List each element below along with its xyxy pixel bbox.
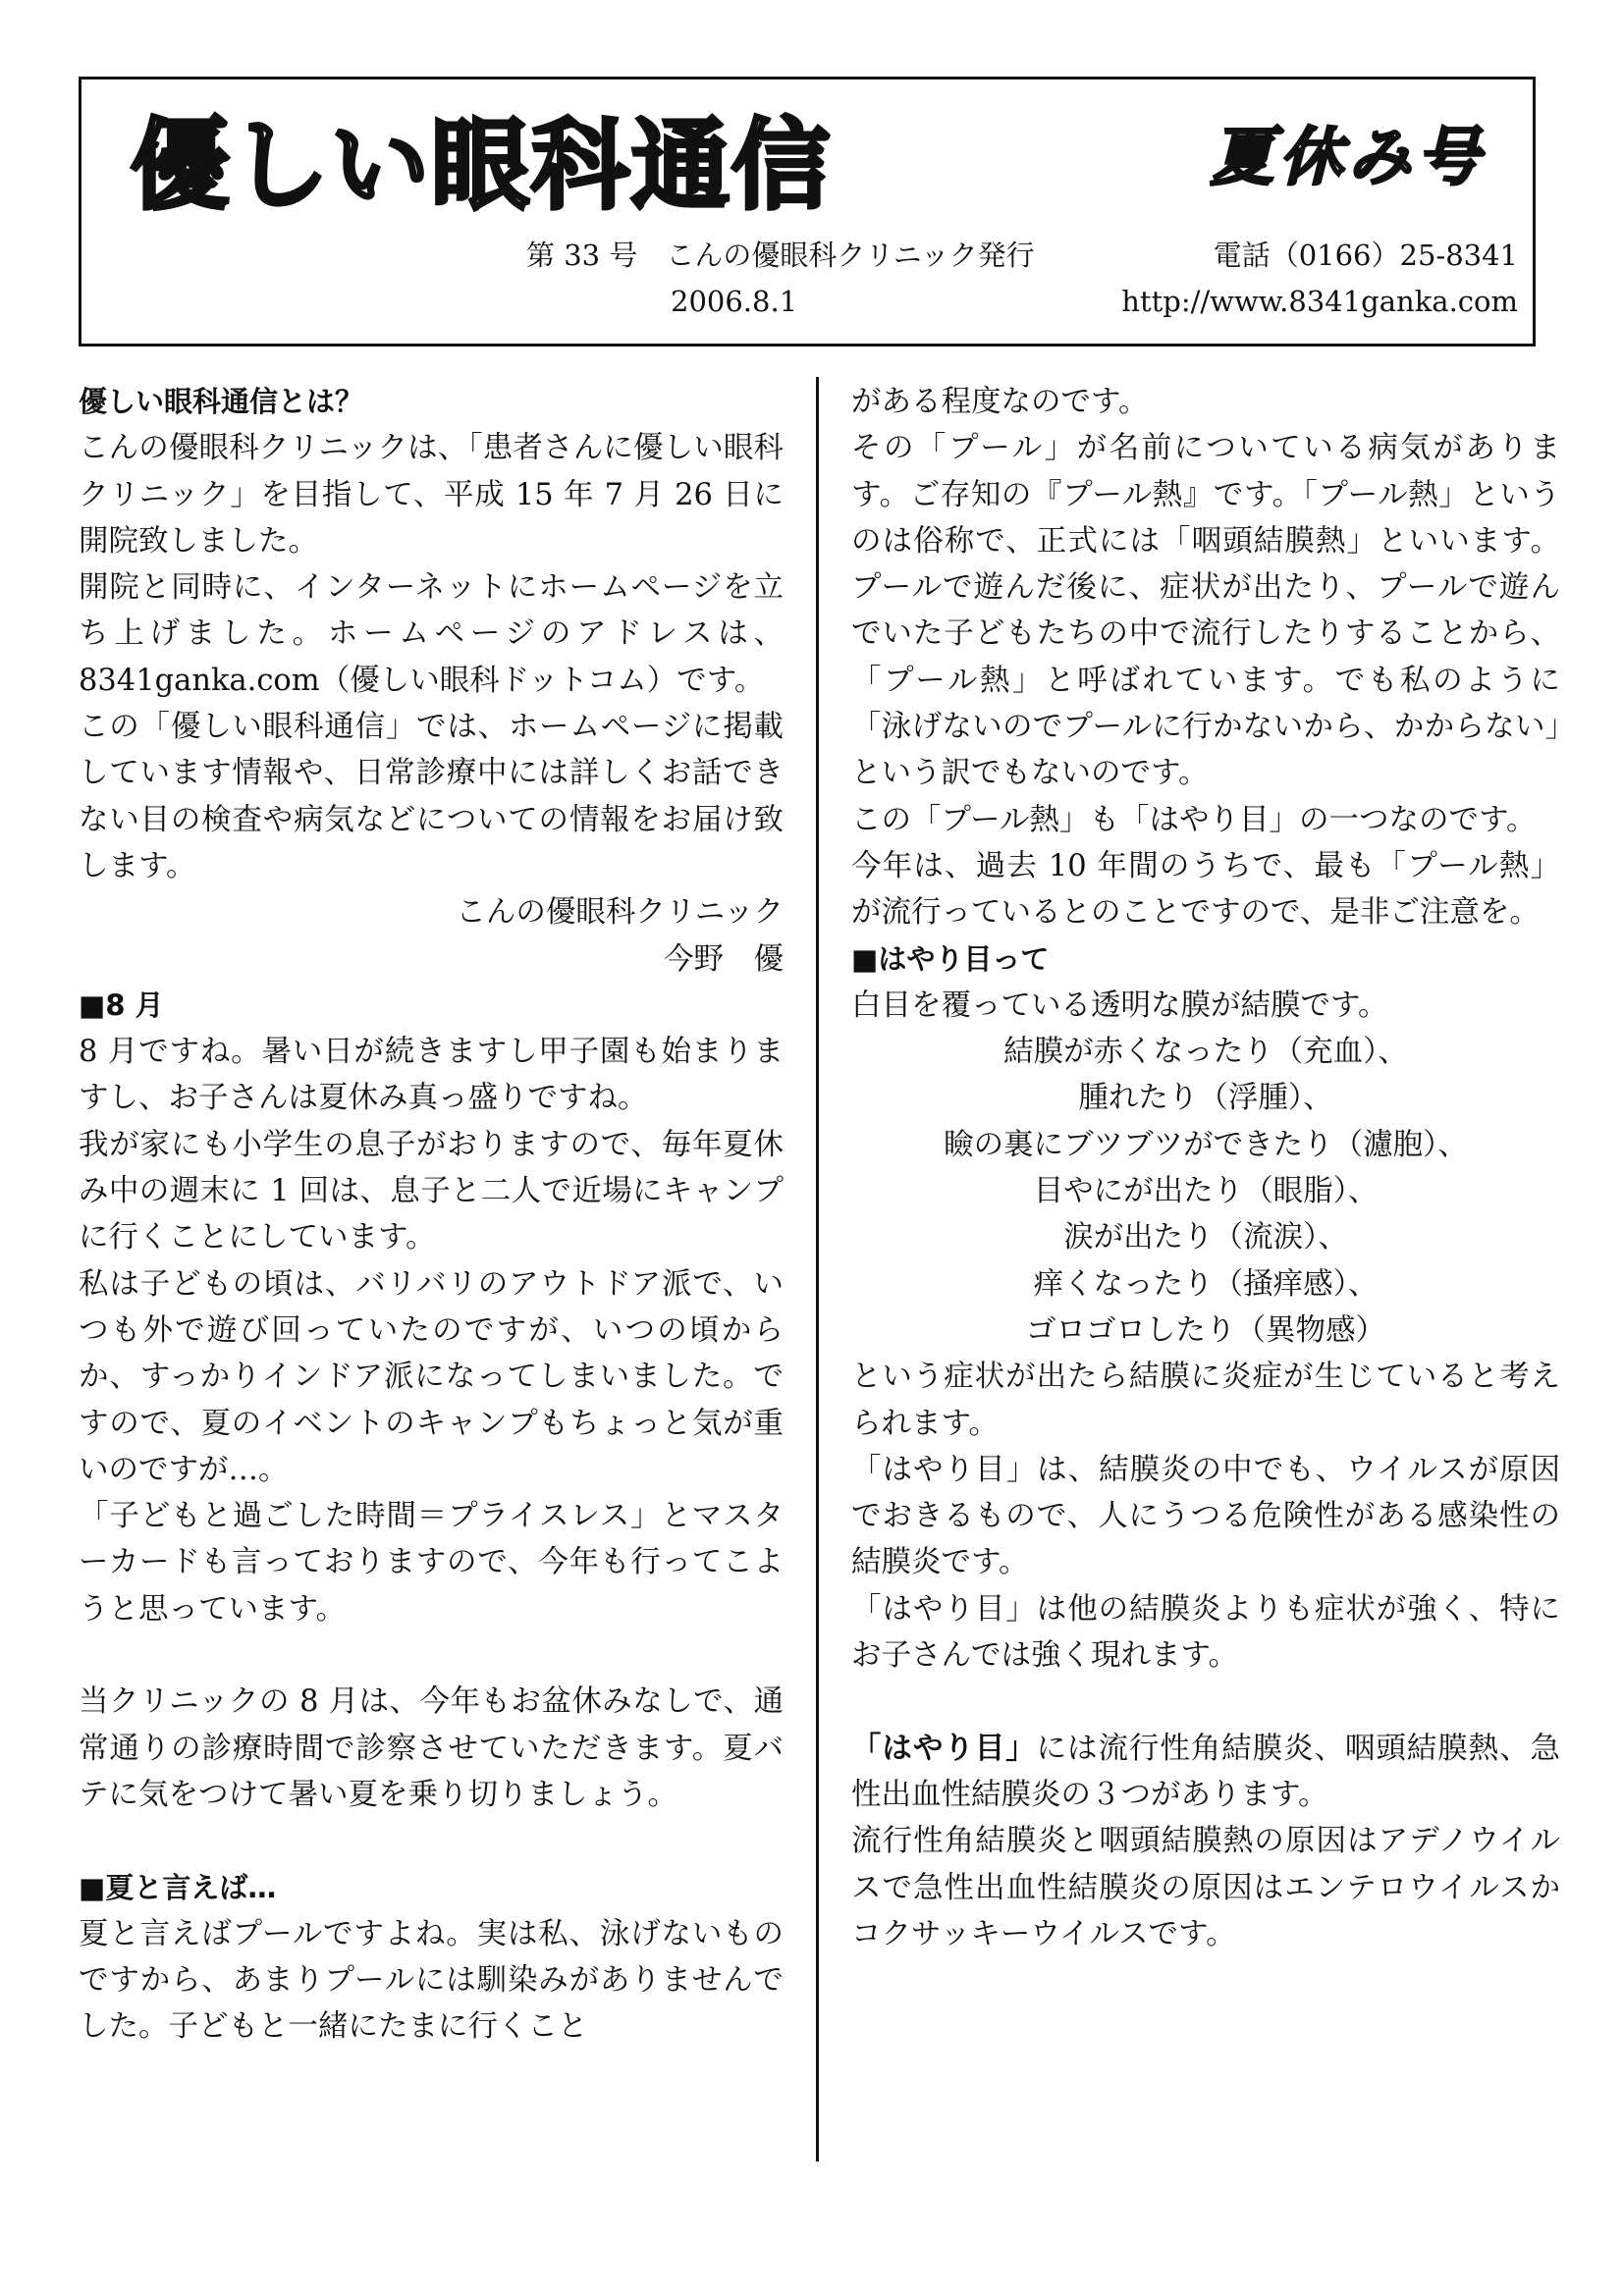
summer-heading: ■夏と言えば… (79, 1870, 277, 1904)
types-paragraph: 流行性角結膜炎と咽頭結膜熱の原因はアデノウイルスで急性出血性結膜炎の原因はエンテロウイルスかコクサッキーウイルスです。 (851, 1824, 1560, 1951)
intro-heading: 優しい眼科通信とは？ (79, 385, 364, 418)
hayari-paragraph: 「はやり目」は他の結膜炎よりも症状が強く、特にお子さんでは強く現れます。 (851, 1591, 1560, 1674)
august-paragraph: 当クリニックの 8 月は、今年もお盆休みなしで、通常通りの診療時間で診察させていただきます。夏バテに気をつけて暑い夏を乗り切りましょう。 (79, 1684, 784, 1812)
pool-fever-paragraph: その「プール」が名前についている病気があります。ご存知の『プール熱』です。「プール熱」というのは俗称で、正式には「咽頭結膜熱」といいます。プールで遊んだ後に、症状が出たり、プールで遊んでいた子どもたちの中で流行したりすることから、「プール熱」と呼ばれています。でも私のように「泳げないのでプールに行かないから、かからない」という訳でもないのです。 (851, 431, 1560, 791)
august-heading: ■8 月 (79, 988, 164, 1022)
spacer (851, 1679, 1560, 1725)
symptom-item: 結膜が赤くなったり（充血）、 (1003, 1035, 1408, 1070)
spacer (79, 1818, 784, 1864)
issue-name: 夏休み号 (1211, 122, 1486, 194)
intro-paragraph: こんの優眼科クリニックは、「患者さんに優しい眼科クリニック」を目指して、平成 15 年 7 月 26 日に開院致しました。 (79, 431, 784, 559)
august-paragraph: 「子どもと過ごした時間＝プライスレス」とマスターカードも言っておりますので、今年も行ってこようと思っています。 (79, 1499, 784, 1627)
left-column (79, 379, 784, 2051)
august-paragraph: 8 月ですね。暑い日が続きますし甲子園も始まりますし、お子さんは夏休み真っ盛りですね。 (79, 1035, 784, 1116)
intro-paragraph: 開院と同時に、インターネットにホームページを立ち上げました。ホームページのアドレスは、8341ganka.com（優しい眼科ドットコム）です。 (79, 570, 784, 698)
issue-info: 第 33 号 こんの優眼科クリニック発行 (526, 239, 1035, 272)
pool-fever-paragraph: この「プール熱」も「はやり目」の一つなのです。 (851, 802, 1537, 837)
types-paragraph (851, 1726, 1560, 1819)
pool-fever-paragraph: 今年は、過去 10 年間のうちで、最も「プール熱」が流行っているとのことですので、是非ご注意を。 (851, 848, 1560, 931)
continued-paragraph: がある程度なのです。 (851, 385, 1149, 419)
symptom-item: 目やにが出たり（眼脂）、 (1033, 1174, 1379, 1209)
symptom-item: ゴロゴロしたり（異物感） (1026, 1312, 1385, 1348)
spacer (79, 1632, 784, 1679)
symptom-item: 涙が出たり（流涙）、 (1063, 1220, 1348, 1255)
hayari-paragraph: 白目を覆っている透明な膜が結膜です。 (851, 988, 1388, 1023)
hayari-paragraph: という症状が出たら結膜に炎症が生じていると考えられます。 (851, 1360, 1560, 1441)
intro-paragraph: この「優しい眼科通信」では、ホームページに掲載しています情報や、日常診療中には詳しくお話できない目の検査や病気などについての情報をお届け致します。 (79, 710, 784, 883)
august-paragraph: 私は子どもの頃は、バリバリのアウトドア派で、いつも外で遊び回っていたのですが、いつの頃からか、すっかりインドア派になってしまいました。ですので、夏のイベントのキャンプもちょっと気が重いのですが…。 (79, 1266, 784, 1487)
signature-name: 今野 優 (664, 941, 784, 977)
right-column (851, 379, 1560, 1957)
website-url: http://www.8341ganka.com (1121, 285, 1518, 318)
types-term: 「はやり目」 (851, 1731, 1037, 1766)
hayari-heading: ■はやり目って (851, 941, 1050, 976)
summer-paragraph: 夏と言えばプールですよね。実は私、泳げないものですから、あまりプールには馴染みがありませんでした。子どもと一緒にたまに行くこと (79, 1916, 784, 2045)
masthead (79, 77, 1536, 347)
symptom-list (851, 1029, 1560, 1354)
newsletter-title: 優しい眼科通信 (131, 108, 832, 223)
types-text: には流行性角結膜炎、咽頭結膜熱、急性出血性結膜炎の３つがあります。 (851, 1731, 1561, 1812)
signature-clinic: こんの優眼科クリニック (456, 895, 784, 931)
symptom-item: 痒くなったり（掻痒感）、 (1033, 1266, 1379, 1302)
august-paragraph: 我が家にも小学生の息子がおりますので、毎年夏休み中の週末に 1 回は、息子と二人で近場にキャンプに行くことにしています。 (79, 1127, 784, 1255)
column-divider (816, 377, 819, 2162)
issue-date: 2006.8.1 (671, 285, 798, 318)
phone-number: 電話（0166）25-8341 (1213, 239, 1518, 272)
symptom-item: 腫れたり（浮腫）、 (1078, 1081, 1333, 1116)
symptom-item: 瞼の裏にブツブツができたり（濾胞）、 (944, 1127, 1468, 1162)
hayari-paragraph: 「はやり目」は、結膜炎の中でも、ウイルスが原因でおきるもので、人にうつる危険性がある感染性の結膜炎です。 (851, 1452, 1560, 1580)
